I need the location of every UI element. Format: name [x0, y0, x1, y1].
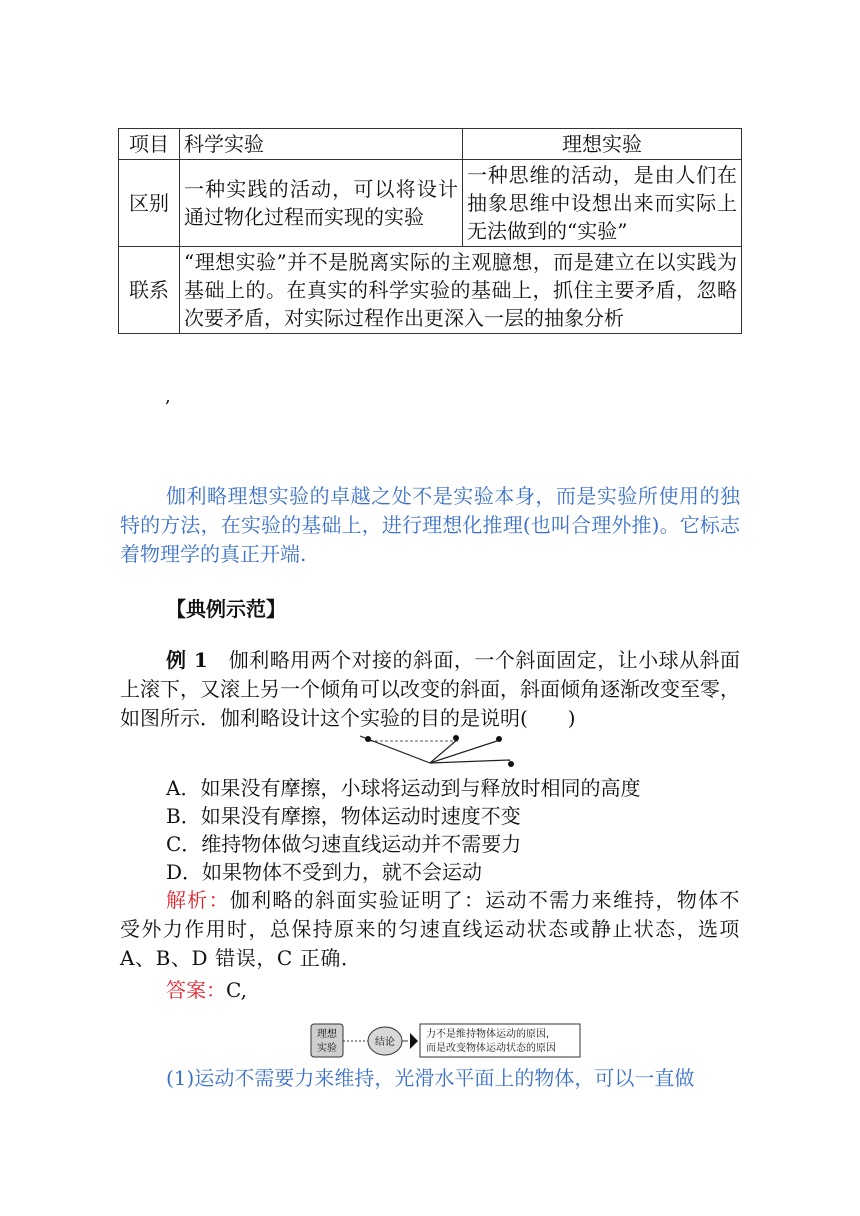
note-paragraph: 伽利略理想实验的卓越之处不是实验本身，而是实验所使用的独特的方法，在实验的基础上，进行理想化推理(也叫合理外推)。它标志着物理学的真正开端. [120, 484, 740, 566]
row-label: 区别 [119, 160, 180, 247]
table-row [119, 160, 742, 247]
conclusion-circle-label: 结论 [375, 1037, 395, 1048]
incline-diagram [360, 730, 530, 772]
example-question-text: 伽利略用两个对接的斜面，一个斜面固定，让小球从斜面上滚下，又滚上另一个倾角可以改变的斜面，斜面倾角逐渐改变至零，如图所示．伽利略设计这个实验的目的是说明( ) [120, 648, 741, 730]
cell-ideal: 一种思维的活动，是由人们在抽象思维中设想出来而实际上无法做到的“实验” [463, 160, 742, 247]
experiment-box-line1: 理想 [317, 1029, 337, 1040]
header-ideal: 理想实验 [463, 129, 742, 160]
cell-merged: “理想实验”并不是脱离实际的主观臆想，而是建立在以实践为基础上的。在真实的科学实验的基础上，抓住主要矛盾，忽略次要矛盾，对实际过程作出更深入一层的抽象分析 [180, 247, 742, 334]
incline-medium [430, 740, 500, 763]
stray-comma: , [165, 386, 171, 407]
analysis-label: 解析： [166, 888, 230, 912]
option-b: B．如果没有摩擦，物体运动时速度不变 [166, 804, 521, 828]
answer-label: 答案： [166, 978, 226, 1002]
ball [453, 735, 459, 741]
row-label: 联系 [119, 247, 180, 334]
conclusion-line2: 而是改变物体运动状态的原因 [426, 1043, 556, 1054]
example-question [120, 646, 740, 733]
header-science: 科学实验 [180, 129, 463, 160]
header-item: 项目 [119, 129, 180, 160]
ball [496, 736, 502, 742]
section-heading: 【典例示范】 [166, 597, 286, 621]
answer-text: C, [226, 978, 247, 1002]
incline-flat [430, 760, 510, 763]
analysis [120, 886, 740, 973]
option-c: C．维持物体做匀速直线运动并不需要力 [166, 832, 522, 856]
cell-science: 一种实践的活动，可以将设计通过物化过程而实现的实验 [180, 160, 463, 247]
option-a: A．如果没有摩擦，小球将运动到与释放时相同的高度 [166, 776, 641, 800]
conclusion-flowchart [310, 1022, 582, 1060]
conclusion-line1: 力不是维持物体运动的原因, [426, 1029, 550, 1040]
ball [508, 761, 514, 767]
explanation-paragraph: (1)运动不需要力来维持，光滑水平面上的物体，可以一直做 [166, 1066, 695, 1090]
analysis-text: 伽利略的斜面实验证明了：运动不需力来维持，物体不受外力作用时，总保持原来的匀速直线运动状态或静止状态，选项 A、B、D 错误，C 正确． [120, 888, 740, 970]
table-header-row [119, 129, 742, 160]
arrow-icon [410, 1033, 418, 1049]
example-tag: 例 1 [166, 648, 208, 672]
experiment-box-line2: 实验 [317, 1043, 337, 1054]
option-d: D．如果物体不受到力，就不会运动 [166, 860, 483, 884]
answer [166, 974, 247, 1003]
ball-start [365, 736, 371, 742]
comparison-table [118, 128, 742, 334]
table-row [119, 247, 742, 334]
incline-steep [430, 739, 458, 763]
